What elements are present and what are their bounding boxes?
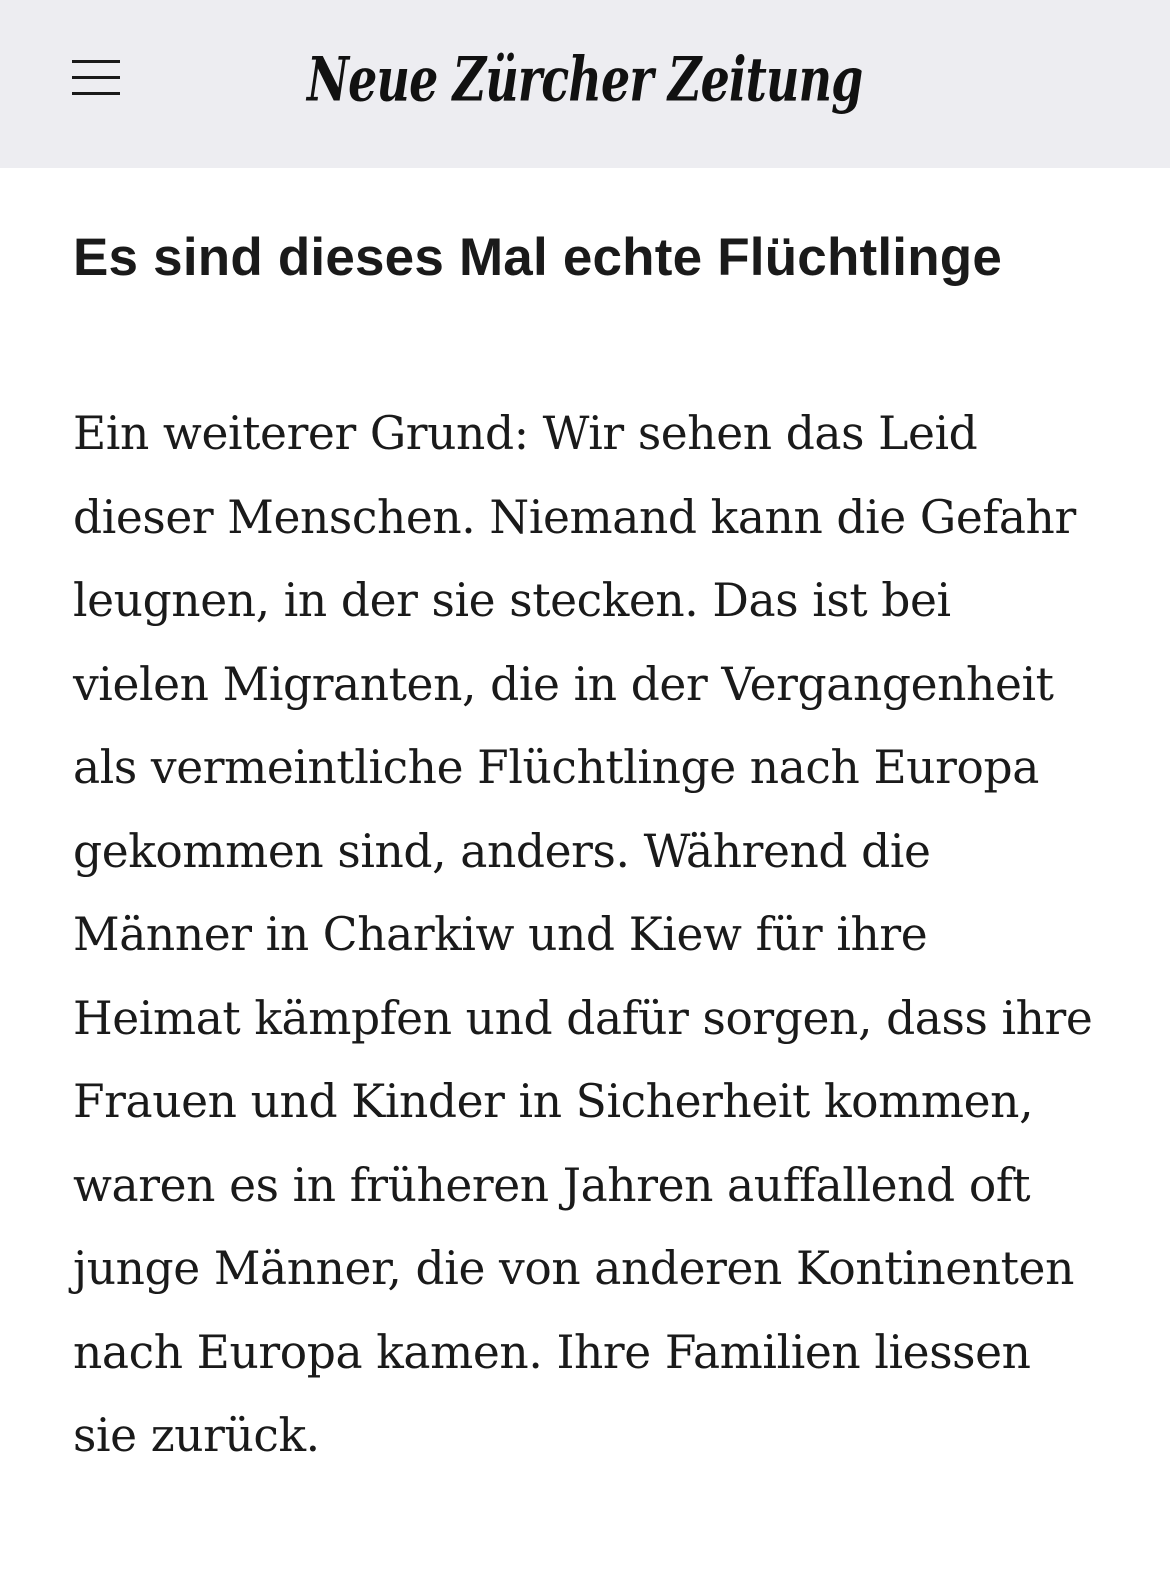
article-headline: Es sind dieses Mal echte Flüchtlinge <box>73 228 1003 287</box>
site-logo[interactable] <box>0 40 1170 120</box>
article-paragraph: Ein weiterer Grund: Wir sehen das Leid dieser Menschen. Niemand kann die Gefahr leugnen, in der sie stecken. Das ist bei vielen Migranten, die in der Vergangenheit als vermeintliche Flüchtlinge nach Europa gekommen sind, anders. Während die Männer in Charkiw und Kiew für ihre Heimat kämpfen und dafür sorgen, dass ihre Frauen und Kinder in Sicherheit kommen, waren es in früheren Jahren auffallend oft junge Männer, die von anderen Kontinenten nach Europa kamen. Ihre Familien liessen sie zurück. <box>73 407 1093 1462</box>
logo-text: Neue Zürcher Zeitung <box>307 44 863 116</box>
top-bar <box>0 0 1170 168</box>
